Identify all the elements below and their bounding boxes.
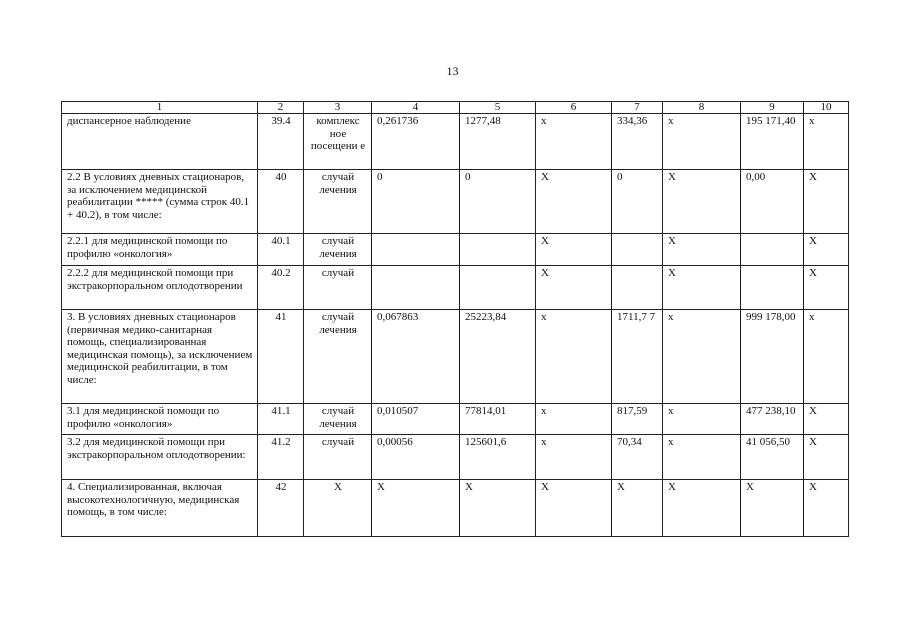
table-cell: X xyxy=(804,435,849,480)
table-cell: 195 171,40 xyxy=(741,114,804,170)
unit-cell: случай xyxy=(304,435,372,480)
unit-cell: случай лечения xyxy=(304,310,372,404)
table-cell: 999 178,00 xyxy=(741,310,804,404)
table-row xyxy=(62,310,849,404)
table-cell xyxy=(460,266,536,310)
unit-cell: случай лечения xyxy=(304,404,372,435)
row-code: 39.4 xyxy=(258,114,304,170)
table-cell: 0 xyxy=(612,170,663,234)
table-cell: X xyxy=(536,170,612,234)
column-header: 8 xyxy=(663,102,741,114)
table-cell: 70,34 xyxy=(612,435,663,480)
row-label: 2.2.2 для медицинской помощи при экстракорпоральном оплодотворении xyxy=(62,266,258,310)
table-cell xyxy=(741,234,804,266)
table-cell: 0,00 xyxy=(741,170,804,234)
table-cell: 0,010507 xyxy=(372,404,460,435)
column-header: 1 xyxy=(62,102,258,114)
column-header: 4 xyxy=(372,102,460,114)
column-header: 10 xyxy=(804,102,849,114)
table-cell: X xyxy=(536,266,612,310)
table-cell: X xyxy=(663,480,741,537)
table-cell: 25223,84 xyxy=(460,310,536,404)
row-label: 2.2 В условиях дневных стационаров, за исключением медицинской реабилитации ***** (сумма строк 40.1 + 40.2), в том числе: xyxy=(62,170,258,234)
unit-cell: комплекс ное посещени е xyxy=(304,114,372,170)
row-code: 40 xyxy=(258,170,304,234)
table-row xyxy=(62,234,849,266)
row-code: 41.1 xyxy=(258,404,304,435)
table-cell: x xyxy=(804,310,849,404)
table-cell: X xyxy=(804,266,849,310)
column-header: 3 xyxy=(304,102,372,114)
table-cell: 0 xyxy=(372,170,460,234)
table-cell: X xyxy=(536,234,612,266)
table-cell: X xyxy=(663,266,741,310)
row-label: диспансерное наблюдение xyxy=(62,114,258,170)
table-cell: x xyxy=(536,310,612,404)
page-number: 13 xyxy=(446,64,459,78)
unit-cell: случай лечения xyxy=(304,234,372,266)
column-header: 7 xyxy=(612,102,663,114)
table-cell: x xyxy=(536,435,612,480)
column-header: 5 xyxy=(460,102,536,114)
table-cell: 0,261736 xyxy=(372,114,460,170)
table-row xyxy=(62,404,849,435)
row-label: 4. Специализированная, включая высокотехнологичную, медицинская помощь, в том числе: xyxy=(62,480,258,537)
unit-cell: случай лечения xyxy=(304,170,372,234)
table-cell: x xyxy=(536,404,612,435)
data-table xyxy=(61,101,849,537)
row-code: 42 xyxy=(258,480,304,537)
table-header-row xyxy=(62,102,849,114)
row-code: 40.2 xyxy=(258,266,304,310)
row-label: 2.2.1 для медицинской помощи по профилю «онкология» xyxy=(62,234,258,266)
table-cell: 0 xyxy=(460,170,536,234)
table-cell: x xyxy=(663,404,741,435)
table-cell: 77814,01 xyxy=(460,404,536,435)
table-cell xyxy=(612,266,663,310)
table-cell: 125601,6 xyxy=(460,435,536,480)
unit-cell: случай xyxy=(304,266,372,310)
table-cell: X xyxy=(804,170,849,234)
table-row xyxy=(62,170,849,234)
column-header: 6 xyxy=(536,102,612,114)
table-cell: X xyxy=(663,170,741,234)
row-code: 41.2 xyxy=(258,435,304,480)
table-row xyxy=(62,480,849,537)
row-code: 41 xyxy=(258,310,304,404)
table-cell: X xyxy=(804,480,849,537)
table-cell: 1277,48 xyxy=(460,114,536,170)
table-row xyxy=(62,266,849,310)
table-cell: 0,067863 xyxy=(372,310,460,404)
table-cell: 817,59 xyxy=(612,404,663,435)
table-cell: x xyxy=(663,435,741,480)
table-cell: X xyxy=(804,404,849,435)
table-cell: X xyxy=(460,480,536,537)
table-cell: X xyxy=(741,480,804,537)
row-label: 3.1 для медицинской помощи по профилю «онкология» xyxy=(62,404,258,435)
column-header: 9 xyxy=(741,102,804,114)
table-cell: X xyxy=(663,234,741,266)
table-cell: x xyxy=(663,114,741,170)
table-row xyxy=(62,114,849,170)
table-cell: x xyxy=(804,114,849,170)
table-cell xyxy=(741,266,804,310)
table-cell: 334,36 xyxy=(612,114,663,170)
row-code: 40.1 xyxy=(258,234,304,266)
table-cell xyxy=(612,234,663,266)
row-label: 3.2 для медицинской помощи при экстракорпоральном оплодотворении: xyxy=(62,435,258,480)
table-cell: 1711,7 7 xyxy=(612,310,663,404)
row-label: 3. В условиях дневных стационаров (первичная медико-санитарная помощь, специализированная медицинская помощь), за исключением медицинской реабилитации, в том числе: xyxy=(62,310,258,404)
table-cell: x xyxy=(536,114,612,170)
table-cell: X xyxy=(372,480,460,537)
table-cell xyxy=(460,234,536,266)
unit-cell: X xyxy=(304,480,372,537)
table-cell: X xyxy=(536,480,612,537)
table-row xyxy=(62,435,849,480)
table-cell: 477 238,10 xyxy=(741,404,804,435)
table-cell: X xyxy=(612,480,663,537)
table-cell xyxy=(372,266,460,310)
column-header: 2 xyxy=(258,102,304,114)
table-cell: x xyxy=(663,310,741,404)
table-cell xyxy=(372,234,460,266)
table-cell: X xyxy=(804,234,849,266)
table-cell: 0,00056 xyxy=(372,435,460,480)
table-cell: 41 056,50 xyxy=(741,435,804,480)
